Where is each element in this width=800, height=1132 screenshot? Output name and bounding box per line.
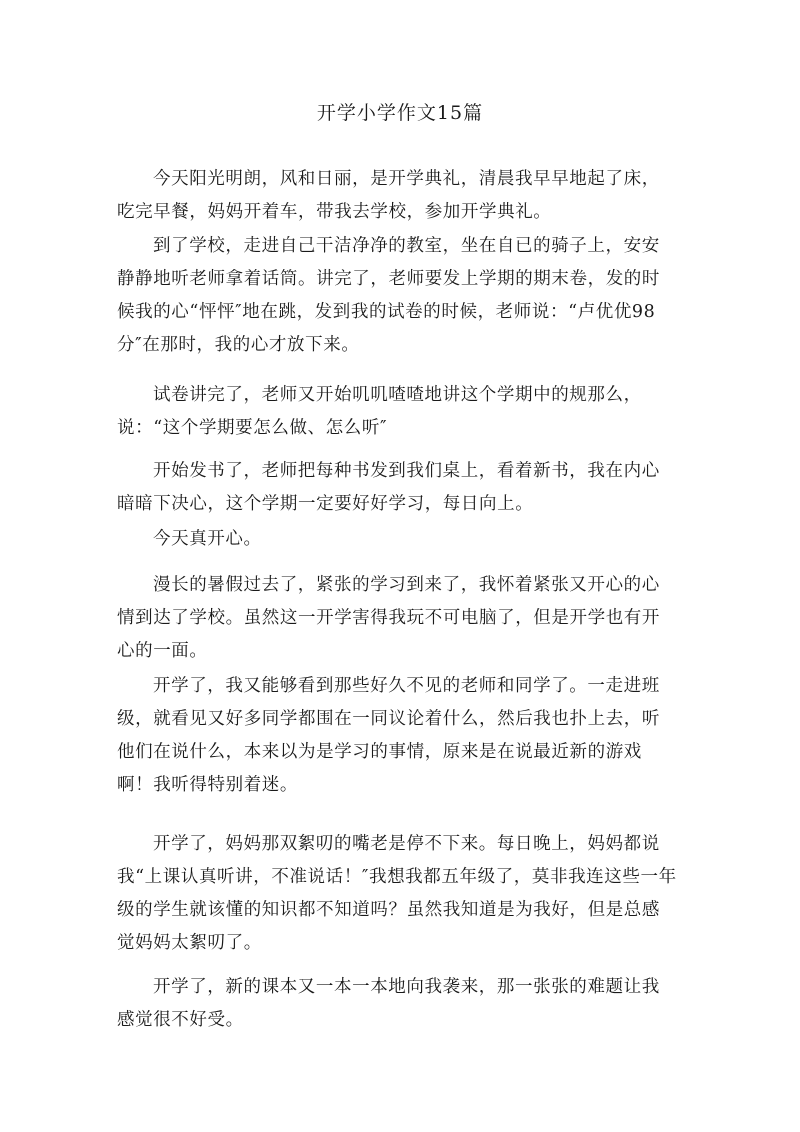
- paragraph-7: 开学了，我又能够看到那些好久不见的老师和同学了。一走进班级，就看见又好多同学都围在一同议论着什么，然后我也扑上去，听他们在说什么，本来以为是学习的事情，原来是在说最近新的游戏啊！我听得特别着迷。: [117, 675, 660, 795]
- paragraph-1: 今天阳光明朗，风和日丽，是开学典礼，清晨我早早地起了床，吃完早餐，妈妈开着车，带我去学校，参加开学典礼。: [117, 168, 660, 222]
- paragraph-8: 开学了，妈妈那双絮叨的嘴老是停不下来。每日晚上，妈妈都说我“上课认真听讲，不准说话！″我想我都五年级了，莫非我连这些一年级的学生就该懂的知识都不知道吗？虽然我知道是为我好，但是总感觉妈妈太絮叨了。: [117, 833, 677, 953]
- document-title: 开学小学作文15篇: [316, 102, 484, 124]
- paragraph-3: 试卷讲完了，老师又开始叽叽喳喳地讲这个学期中的规那么，说：“这个学期要怎么做、怎么听″: [117, 384, 642, 438]
- paragraph-6: 漫长的暑假过去了，紧张的学习到来了，我怀着紧张又开心的心情到达了学校。虽然这一开学害得我玩不可电脑了，但是开学也有开心的一面。: [117, 574, 660, 661]
- paragraph-9: 开学了，新的课本又一本一本地向我袭来，那一张张的难题让我感觉很不好受。: [117, 976, 660, 1030]
- paragraph-5: 今天真开心。: [153, 528, 262, 549]
- paragraph-2: 到了学校，走进自己干洁净净的教室，坐在自已的骑子上，安安静静地听老师拿着话筒。讲完了，老师要发上学期的期末卷，发的时候我的心“怦怦″地在跳，发到我的试卷的时候，老师说：“卢优优98分″在那时，我的心才放下来。: [117, 235, 660, 355]
- paragraph-4: 开始发书了，老师把每种书发到我们桌上，看着新书，我在内心暗暗下决心，这个学期一定要好好学习，每日向上。: [117, 460, 660, 514]
